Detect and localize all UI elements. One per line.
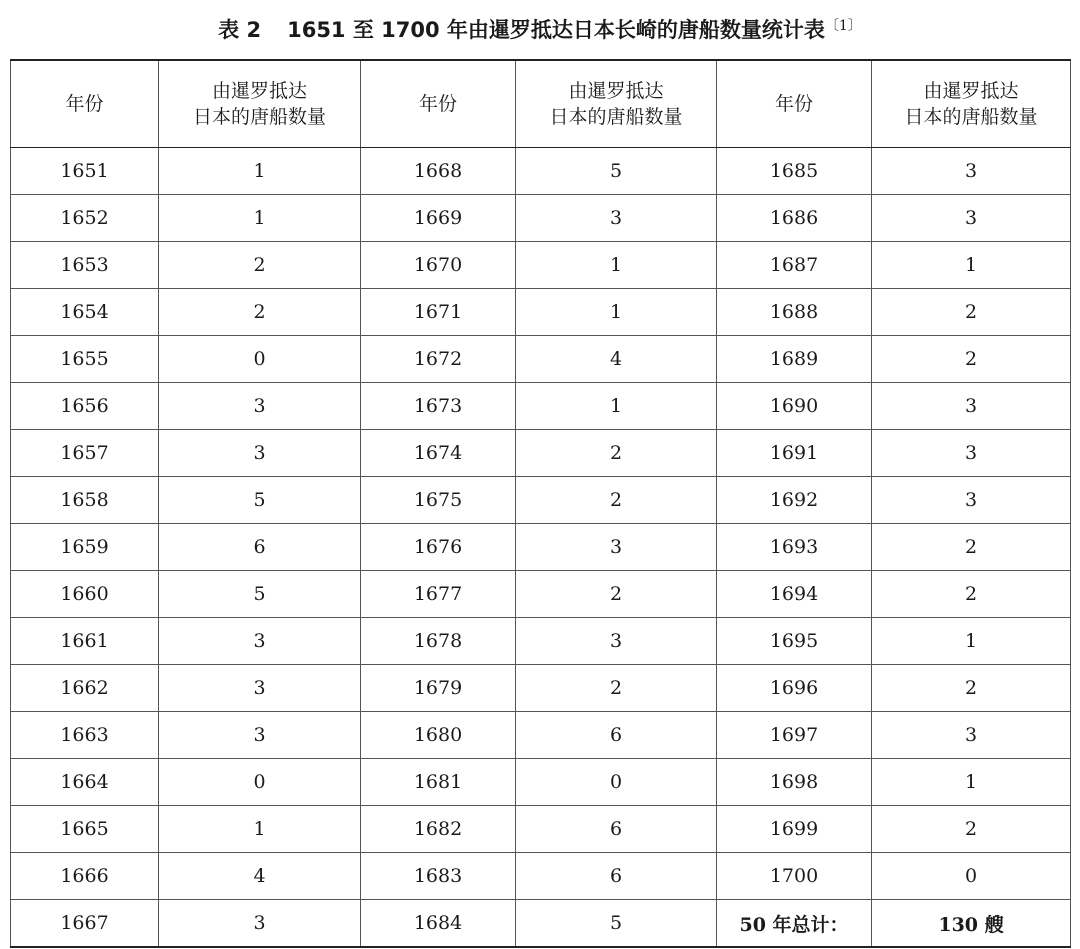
- year-cell: 1654: [11, 289, 159, 336]
- ship-count-cell: 3: [159, 900, 361, 948]
- ship-count-cell: 0: [159, 336, 361, 383]
- year-cell: 1665: [11, 806, 159, 853]
- header-label-line1: 年份: [65, 93, 104, 115]
- year-cell: 1692: [717, 477, 872, 524]
- ship-count-cell: 2: [516, 571, 717, 618]
- year-cell: 1663: [11, 712, 159, 759]
- ship-count-cell: 1: [516, 383, 717, 430]
- table-row: [11, 900, 1071, 948]
- ship-count-cell: 6: [516, 806, 717, 853]
- table-row: [11, 665, 1071, 712]
- ship-count-cell: 1: [159, 148, 361, 195]
- ship-count-cell: 3: [872, 383, 1071, 430]
- ship-count-cell: 5: [159, 571, 361, 618]
- ship-count-cell: 2: [872, 524, 1071, 571]
- header-label-line1: 年份: [418, 93, 457, 115]
- year-cell: 1679: [361, 665, 516, 712]
- ship-count-cell: 3: [872, 148, 1071, 195]
- year-header: [361, 60, 516, 148]
- year-cell: 1666: [11, 853, 159, 900]
- ship-count-cell: 3: [872, 477, 1071, 524]
- ship-count-cell: 2: [516, 477, 717, 524]
- junk-ship-count-table: [10, 59, 1071, 948]
- ship-count-cell: 3: [516, 618, 717, 665]
- year-cell: 1683: [361, 853, 516, 900]
- ship-count-cell: 5: [159, 477, 361, 524]
- ship-count-cell: 1: [872, 242, 1071, 289]
- year-cell: 1688: [717, 289, 872, 336]
- ship-count-cell: 1: [516, 242, 717, 289]
- header-label-line2: 日本的唐船数量: [549, 106, 683, 128]
- year-cell: 1677: [361, 571, 516, 618]
- year-cell: 1651: [11, 148, 159, 195]
- ship-count-cell: 5: [516, 148, 717, 195]
- table-body: [11, 148, 1071, 948]
- ship-count-cell: 6: [159, 524, 361, 571]
- year-cell: 1674: [361, 430, 516, 477]
- ship-count-cell: 6: [516, 712, 717, 759]
- ship-count-cell: 3: [872, 195, 1071, 242]
- year-cell: 1662: [11, 665, 159, 712]
- year-cell: 1691: [717, 430, 872, 477]
- ship-count-cell: 2: [872, 665, 1071, 712]
- ship-count-cell: 5: [516, 900, 717, 948]
- ship-count-cell: 2: [872, 336, 1071, 383]
- ship-count-cell: 1: [159, 806, 361, 853]
- year-cell: 1656: [11, 383, 159, 430]
- year-cell: 1659: [11, 524, 159, 571]
- ship-count-cell: 2: [516, 430, 717, 477]
- year-cell: 1675: [361, 477, 516, 524]
- year-cell: 1682: [361, 806, 516, 853]
- ship-count-cell: 4: [159, 853, 361, 900]
- ship-count-cell: 0: [872, 853, 1071, 900]
- ship-count-cell: 0: [516, 759, 717, 806]
- table-row: [11, 383, 1071, 430]
- table-row: [11, 195, 1071, 242]
- year-cell: 1681: [361, 759, 516, 806]
- year-cell: 1690: [717, 383, 872, 430]
- ship-count-cell: 3: [159, 383, 361, 430]
- table-title: 1651 至 1700 年由暹罗抵达日本长崎的唐船数量统计表: [287, 18, 825, 42]
- table-row: [11, 618, 1071, 665]
- year-cell: 1658: [11, 477, 159, 524]
- table-row: [11, 430, 1071, 477]
- ship-count-cell: 1: [872, 759, 1071, 806]
- year-cell: 1697: [717, 712, 872, 759]
- table-row: [11, 477, 1071, 524]
- ship-count-cell: 3: [516, 195, 717, 242]
- table-row: [11, 289, 1071, 336]
- ship-count-cell: 2: [159, 242, 361, 289]
- year-cell: 1667: [11, 900, 159, 948]
- table-row: [11, 806, 1071, 853]
- ship-count-cell: 3: [872, 712, 1071, 759]
- ship-count-cell: 6: [516, 853, 717, 900]
- year-cell: 1671: [361, 289, 516, 336]
- ship-count-cell: 2: [159, 289, 361, 336]
- year-cell: 1698: [717, 759, 872, 806]
- year-cell: 1684: [361, 900, 516, 948]
- ship-count-cell: 2: [872, 571, 1071, 618]
- year-header: [11, 60, 159, 148]
- citation-reference: 〔1〕: [824, 18, 862, 34]
- header-label-line2: 日本的唐船数量: [904, 106, 1038, 128]
- ship-count-cell: 3: [872, 430, 1071, 477]
- header-row: [11, 60, 1071, 148]
- ship-count-cell: 2: [516, 665, 717, 712]
- ship-count-cell: 3: [159, 665, 361, 712]
- ship-count-header: [516, 60, 717, 148]
- ship-count-cell: 3: [159, 712, 361, 759]
- ship-count-cell: 2: [872, 806, 1071, 853]
- year-cell: 1668: [361, 148, 516, 195]
- year-cell: 1693: [717, 524, 872, 571]
- year-cell: 1669: [361, 195, 516, 242]
- table-row: [11, 242, 1071, 289]
- year-cell: 1657: [11, 430, 159, 477]
- header-label-line1: 由暹罗抵达: [923, 80, 1019, 102]
- table-row: [11, 148, 1071, 195]
- year-cell: 1664: [11, 759, 159, 806]
- ship-count-cell: 1: [516, 289, 717, 336]
- year-cell: 1678: [361, 618, 516, 665]
- ship-count-cell: 3: [516, 524, 717, 571]
- table-number: 表 2: [218, 18, 262, 42]
- year-cell: 1700: [717, 853, 872, 900]
- year-cell: 1661: [11, 618, 159, 665]
- year-cell: 1652: [11, 195, 159, 242]
- year-cell: 1685: [717, 148, 872, 195]
- ship-count-cell: 3: [159, 430, 361, 477]
- ship-count-header: [159, 60, 361, 148]
- ship-count-cell: 0: [159, 759, 361, 806]
- ship-count-cell: 3: [159, 618, 361, 665]
- table-caption: [0, 8, 1080, 44]
- year-cell: 1653: [11, 242, 159, 289]
- year-cell: 1694: [717, 571, 872, 618]
- year-cell: 1672: [361, 336, 516, 383]
- total-value-cell: 130 艘: [872, 900, 1071, 948]
- ship-count-cell: 1: [872, 618, 1071, 665]
- year-cell: 1676: [361, 524, 516, 571]
- total-label-cell: 50 年总计：: [717, 900, 872, 948]
- year-cell: 1689: [717, 336, 872, 383]
- table-row: [11, 571, 1071, 618]
- year-cell: 1695: [717, 618, 872, 665]
- table-header: [11, 60, 1071, 148]
- year-cell: 1686: [717, 195, 872, 242]
- year-cell: 1687: [717, 242, 872, 289]
- header-label-line2: 日本的唐船数量: [192, 106, 326, 128]
- table-row: [11, 336, 1071, 383]
- header-label-line1: 年份: [774, 93, 813, 115]
- ship-count-cell: 1: [159, 195, 361, 242]
- ship-count-cell: 2: [872, 289, 1071, 336]
- header-label-line1: 由暹罗抵达: [568, 80, 664, 102]
- year-cell: 1696: [717, 665, 872, 712]
- year-header: [717, 60, 872, 148]
- table-row: [11, 759, 1071, 806]
- header-label-line1: 由暹罗抵达: [211, 80, 307, 102]
- table-row: [11, 853, 1071, 900]
- table-row: [11, 712, 1071, 759]
- ship-count-cell: 4: [516, 336, 717, 383]
- year-cell: 1670: [361, 242, 516, 289]
- year-cell: 1680: [361, 712, 516, 759]
- year-cell: 1655: [11, 336, 159, 383]
- ship-count-header: [872, 60, 1071, 148]
- table-row: [11, 524, 1071, 571]
- year-cell: 1660: [11, 571, 159, 618]
- year-cell: 1699: [717, 806, 872, 853]
- year-cell: 1673: [361, 383, 516, 430]
